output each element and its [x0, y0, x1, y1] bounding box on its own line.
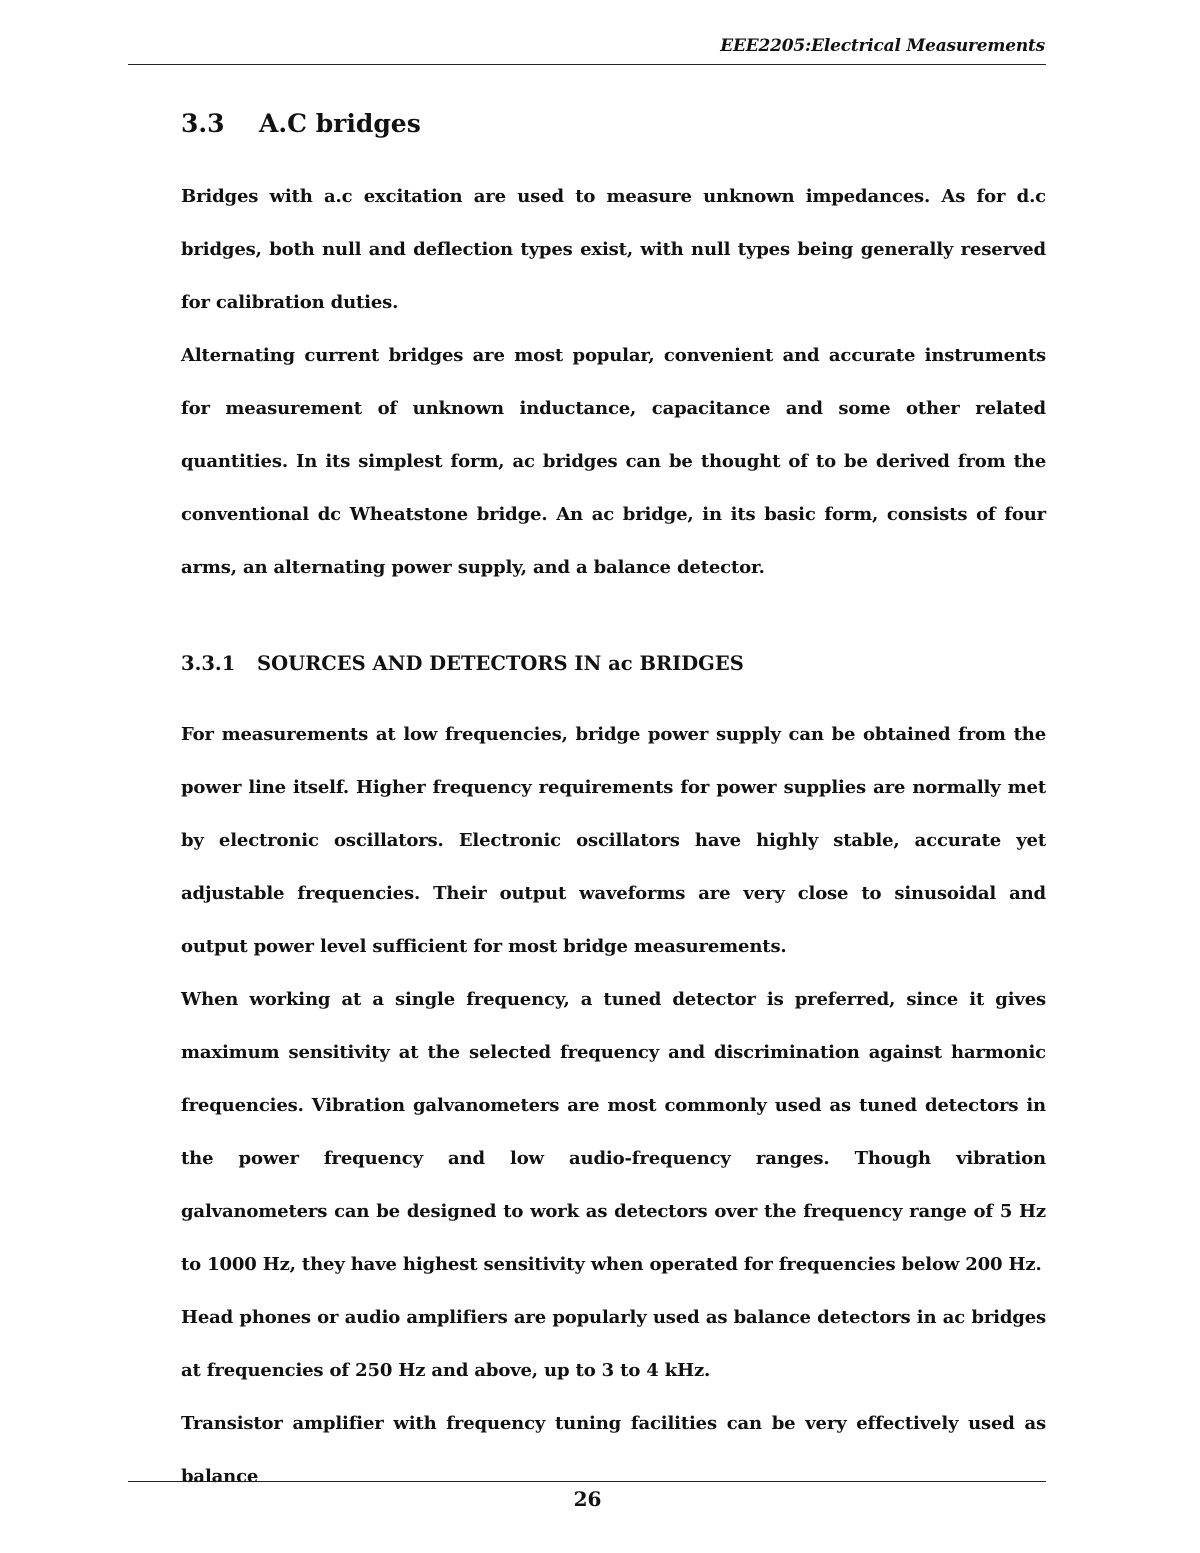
- page-number: 26: [573, 1487, 602, 1511]
- paragraph: When working at a single frequency, a tuned detector is preferred, since it gives maximum sensitivity at the selected frequency and discrimination against harmonic frequencies. Vibration galvanometers are most commonly used as tuned detectors in the power frequency and low audio-frequency ranges. Though vibration galvanometers can be designed to work as detectors over the frequency range of 5 Hz to 1000 Hz, they have highest sensitivity when operated for frequencies below 200 Hz.: [181, 989, 1046, 1275]
- section-number: 3.3: [181, 109, 225, 138]
- subsection-heading: [181, 644, 1046, 684]
- header-rule: [128, 64, 1046, 65]
- section-title: A.C bridges: [259, 109, 421, 138]
- footer-rule: [128, 1481, 1046, 1482]
- subsection-number: 3.3.1: [181, 652, 236, 675]
- paragraph-continued: Transistor amplifier with frequency tuning facilities can be very effectively used as balance: [181, 1413, 1046, 1487]
- subsection-title: SOURCES AND DETECTORS IN ac BRIDGES: [257, 652, 744, 675]
- page-body: [181, 104, 1046, 1503]
- running-header: EEE2205:Electrical Measurements: [720, 36, 1045, 56]
- paragraph: Head phones or audio amplifiers are popularly used as balance detectors in ac bridges at frequencies of 250 Hz and above, up to 3 to 4 kHz.: [181, 1307, 1046, 1381]
- paragraph: Bridges with a.c excitation are used to measure unknown impedances. As for d.c bridges, both null and deflection types exist, with null types being generally reserved for calibration duties.: [181, 186, 1046, 313]
- paragraph: For measurements at low frequencies, bridge power supply can be obtained from the power line itself. Higher frequency requirements for power supplies are normally met by electronic oscillators. Electronic oscillators have highly stable, accurate yet adjustable frequencies. Their output waveforms are very close to sinusoidal and output power level sufficient for most bridge measurements.: [181, 724, 1046, 957]
- section-heading: [181, 104, 1046, 144]
- paragraph: Alternating current bridges are most popular, convenient and accurate instruments for measurement of unknown inductance, capacitance and some other related quantities. In its simplest form, ac bridges can be thought of to be derived from the conventional dc Wheatstone bridge. An ac bridge, in its basic form, consists of four arms, an alternating power supply, and a balance detector.: [181, 345, 1046, 578]
